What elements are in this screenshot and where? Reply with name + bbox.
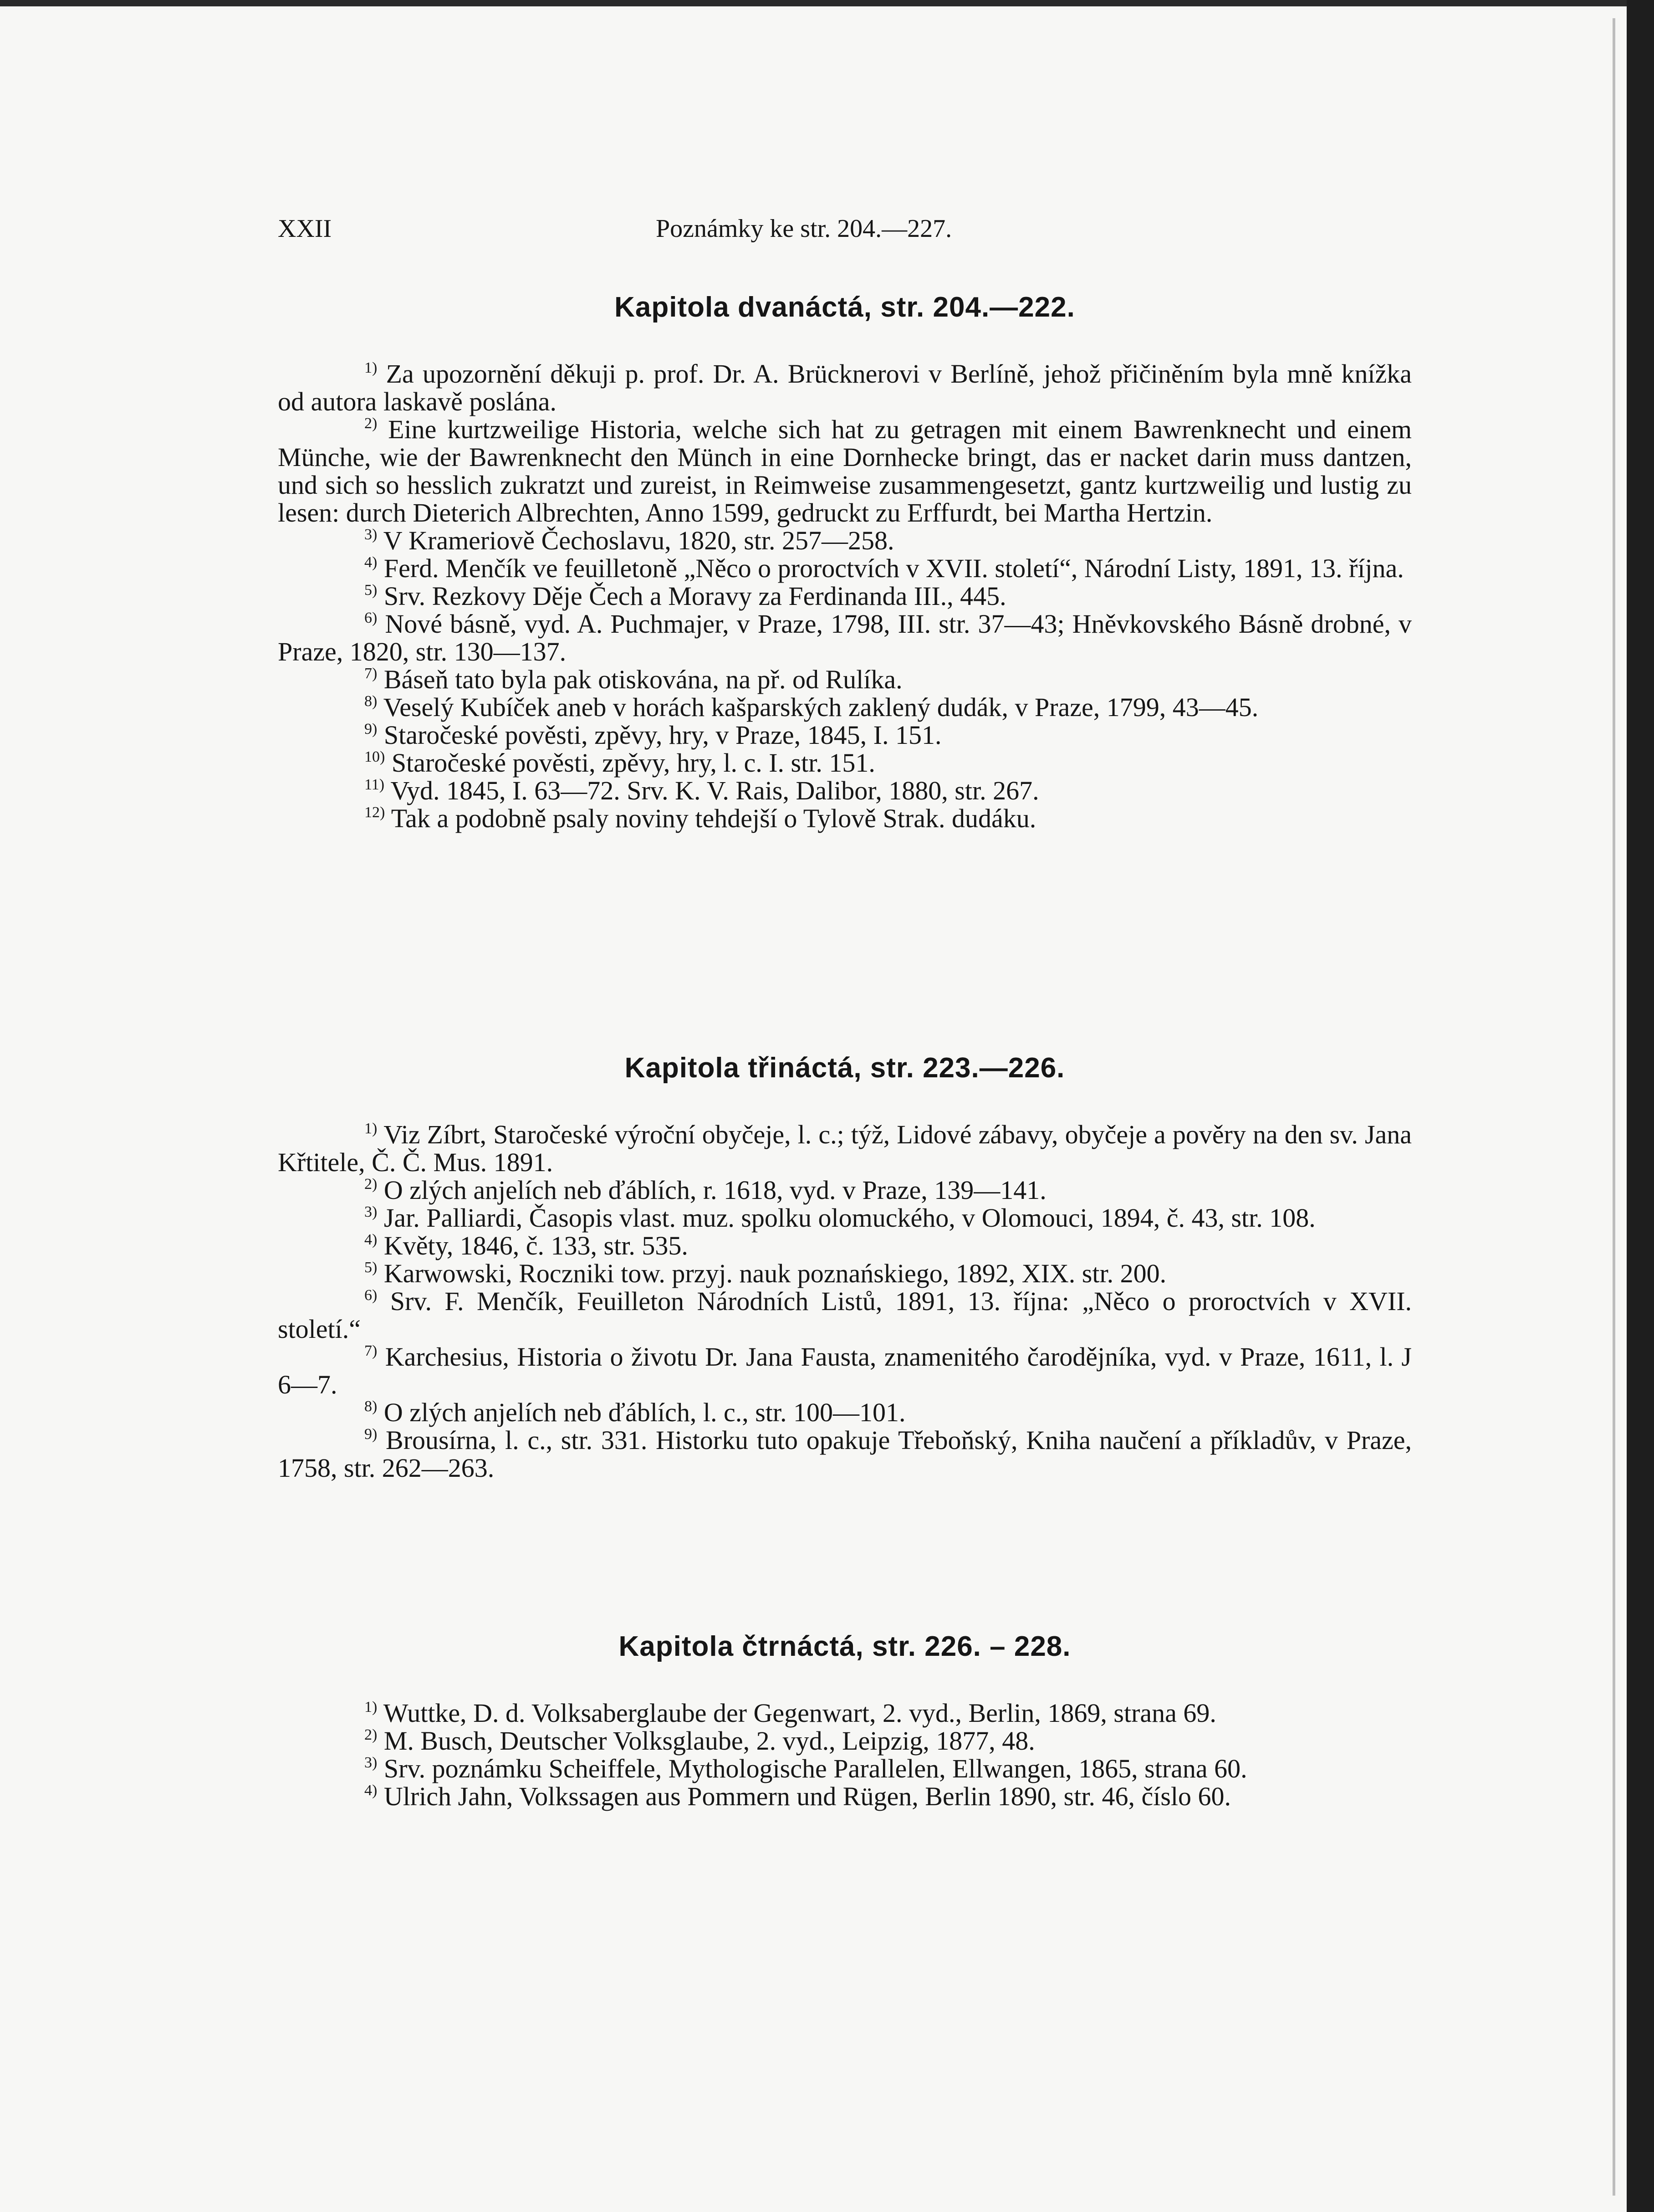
footnote: $^{6)}$ Srv. F. Menčík, Feuilleton Národních Listů, 1891, 13. října: „Něco o proroctvích v XVII. století.“ bbox=[278, 1286, 1412, 1344]
chapter-heading: Kapitola třináctá, str. 223.—226. bbox=[624, 1052, 1065, 1084]
footnote: $^{4)}$ Ulrich Jahn, Volkssagen aus Pommern und Rügen, Berlin 1890, str. 46, číslo 60. bbox=[364, 1782, 1231, 1811]
footnote: $^{3)}$ Srv. poznámku Scheiffele, Mythologische Parallelen, Ellwangen, 1865, strana 60. bbox=[364, 1754, 1247, 1783]
footnote: $^{2)}$ O zlých anjelích neb ďáblích, r. 1618, vyd. v Praze, 139—141. bbox=[364, 1175, 1047, 1205]
footnote: $^{8)}$ Veselý Kubíček aneb v horách kašparských zaklený dudák, v Praze, 1799, 43—45. bbox=[364, 692, 1259, 722]
footnote: $^{11)}$ Vyd. 1845, I. 63—72. Srv. K. V. Rais, Dalibor, 1880, str. 267. bbox=[364, 776, 1039, 805]
scan-edge-right bbox=[1627, 0, 1654, 2212]
footnote: $^{5)}$ Srv. Rezkovy Děje Čech a Moravy za Ferdinanda III., 445. bbox=[364, 581, 1006, 611]
page-number: XXII bbox=[278, 215, 332, 243]
footnote: $^{7)}$ Báseň tato byla pak otiskována, na př. od Rulíka. bbox=[364, 665, 903, 694]
page-header bbox=[278, 214, 1407, 251]
chapter-thirteen-notes bbox=[278, 1043, 1412, 1482]
footnote: $^{4)}$ Ferd. Menčík ve feuilletoně „Něco o proroctvích v XVII. století“, Národní Listy, 1891, 13. října. bbox=[364, 553, 1404, 583]
footnote: $^{10)}$ Staročeské pověsti, zpěvy, hry, l. c. I. str. 151. bbox=[364, 748, 875, 778]
footnote: $^{9)}$ Staročeské pověsti, zpěvy, hry, v Praze, 1845, I. 151. bbox=[364, 720, 942, 750]
footnote: $^{4)}$ Květy, 1846, č. 133, str. 535. bbox=[364, 1231, 688, 1260]
chapter-fourteen-notes bbox=[278, 1622, 1412, 1810]
footnote: $^{1)}$ Wuttke, D. d. Volksaberglaube der Gegenwart, 2. vyd., Berlin, 1869, strana 69. bbox=[364, 1698, 1216, 1728]
footnote: $^{12)}$ Tak a podobně psaly noviny tehdejší o Tylově Strak. dudáku. bbox=[364, 804, 1036, 833]
footnote: $^{6)}$ Nové básně, vyd. A. Puchmajer, v Praze, 1798, III. str. 37—43; Hněvkovského Básně drobné, v Praze, 1820, str. 130—137. bbox=[278, 609, 1412, 666]
footnote: $^{9)}$ Brousírna, l. c., str. 331. Historku tuto opakuje Třeboňský, Kniha naučení a příkladův, v Praze, 1758, str. 262—263. bbox=[278, 1425, 1412, 1483]
scan-edge-top bbox=[0, 0, 1654, 6]
footnote: $^{2)}$ Eine kurtzweilige Historia, welche sich hat zu getragen mit einem Bawrenknecht und einem Münche, wie der Bawrenknecht den Münch in eine Dornhecke bringt, das er nacket darin muss dantzen, und sich so hesslich zukratzt und zureist, in Reimweise zusammengesetzt, gantz kurtzweilig und lustig zu lesen: durch Dieterich Albrechten, Anno 1599, gedruckt zu Erffurdt, bei Martha Hertzin. bbox=[278, 415, 1412, 527]
chapter-heading: Kapitola čtrnáctá, str. 226. – 228. bbox=[618, 1631, 1071, 1662]
footnote: $^{1)}$ Viz Zíbrt, Staročeské výroční obyčeje, l. c.; týž, Lidové zábavy, obyčeje a pověry na den sv. Jana Křtitele, Č. Č. Mus. 1891. bbox=[278, 1120, 1412, 1177]
chapter-heading: Kapitola dvanáctá, str. 204.—222. bbox=[614, 292, 1075, 323]
footnote: $^{3)}$ Jar. Palliardi, Časopis vlast. muz. spolku olomuckého, v Olomouci, 1894, č. 43, str. 108. bbox=[364, 1203, 1316, 1233]
footnote: $^{5)}$ Karwowski, Roczniki tow. przyj. nauk poznańskiego, 1892, XIX. str. 200. bbox=[364, 1259, 1167, 1288]
running-title: Poznámky ke str. 204.—227. bbox=[656, 215, 952, 243]
footnote: $^{1)}$ Za upozornění děkuji p. prof. Dr. A. Brücknerovi v Berlíně, jehož přičiněním byla mně knížka od autora laskavě poslána. bbox=[278, 359, 1412, 416]
footnote: $^{8)}$ O zlých anjelích neb ďáblích, l. c., str. 100—101. bbox=[364, 1398, 906, 1427]
chapter-twelve-notes bbox=[278, 282, 1412, 832]
page-edge-shadow bbox=[1613, 18, 1615, 2196]
footnote: $^{3)}$ V Krameriově Čechoslavu, 1820, str. 257—258. bbox=[364, 526, 894, 555]
footnote-list bbox=[278, 1121, 1412, 1482]
footnote: $^{7)}$ Karchesius, Historia o životu Dr. Jana Fausta, znamenitého čarodějníka, vyd. v Praze, 1611, l. J 6—7. bbox=[278, 1342, 1412, 1399]
footnote-list bbox=[278, 1699, 1412, 1810]
footnote: $^{2)}$ M. Busch, Deutscher Volksglaube, 2. vyd., Leipzig, 1877, 48. bbox=[364, 1726, 1035, 1756]
footnote-list bbox=[278, 360, 1412, 832]
